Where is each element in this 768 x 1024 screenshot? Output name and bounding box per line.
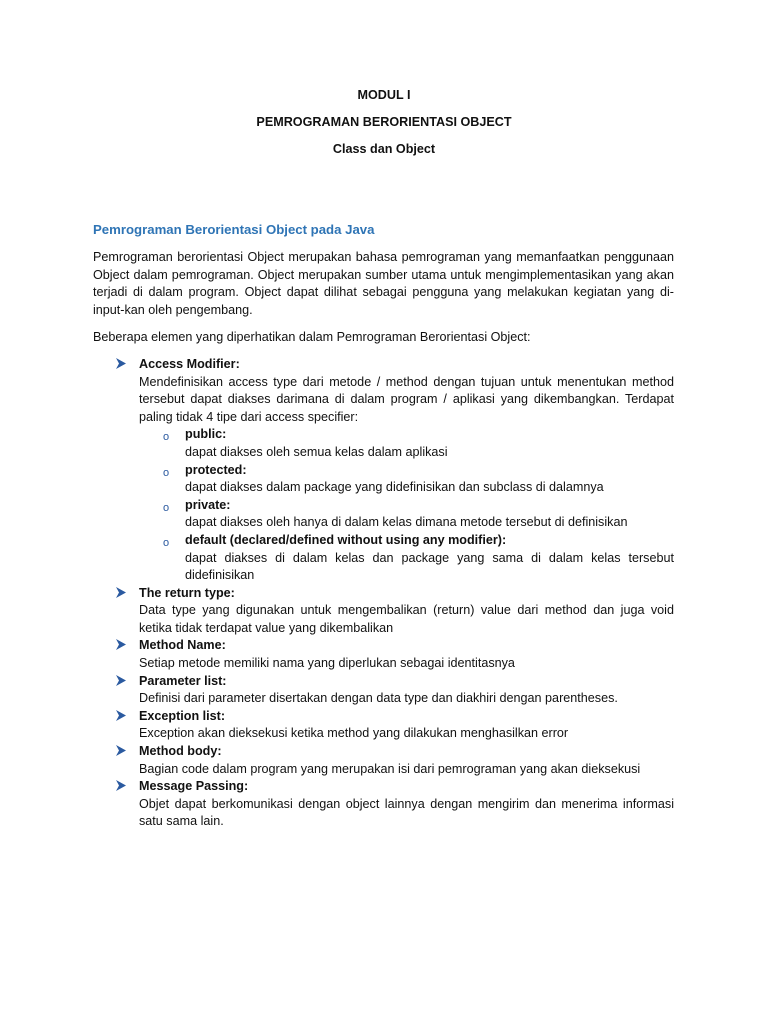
element-desc: Definisi dari parameter disertakan dengan data type dan diakhiri dengan parentheses. xyxy=(139,691,618,706)
elements-list xyxy=(93,356,674,831)
circle-bullet-icon: o xyxy=(163,536,170,549)
specifier-term: default (declared/defined without using any modifier): xyxy=(185,532,507,547)
list-item xyxy=(93,743,674,778)
list-item xyxy=(93,356,674,585)
specifier-desc: dapat diakses dalam package yang didefinisikan dan subclass di dalamnya xyxy=(185,480,604,495)
element-term: Method body: xyxy=(139,744,222,759)
module-title: MODUL I xyxy=(357,88,411,102)
element-term: Exception list: xyxy=(139,708,226,723)
element-term: Method Name: xyxy=(139,638,226,653)
arrow-bullet-icon xyxy=(115,586,127,600)
circle-bullet-icon: o xyxy=(163,431,170,444)
specifier-desc: dapat diakses oleh hanya di dalam kelas dimana metode tersebut di definisikan xyxy=(185,515,628,530)
specifier-desc: dapat diakses di dalam kelas dan package yang sama di dalam kelas tersebut didefinisikan xyxy=(185,550,674,583)
arrow-bullet-icon xyxy=(115,638,127,652)
element-term: Parameter list: xyxy=(139,673,227,688)
list-item xyxy=(93,637,674,672)
specifier-term: protected: xyxy=(185,462,247,477)
element-desc: Mendefinisikan access type dari metode / method dengan tujuan untuk menentukan method tersebut dapat diakses darimana di dalam program / aplikasi yang dikembangkan. Terdapat paling tidak 4 tipe dari access specifier: xyxy=(139,374,674,424)
circle-bullet-icon: o xyxy=(163,501,170,514)
list-item xyxy=(93,585,674,638)
list-item xyxy=(139,426,674,461)
element-desc: Exception akan dieksekusi ketika method yang dilakukan menghasilkan error xyxy=(139,726,569,741)
document-body xyxy=(93,249,674,831)
specifier-term: public: xyxy=(185,427,227,442)
element-term: Access Modifier: xyxy=(139,356,240,371)
element-desc: Setiap metode memiliki nama yang diperlukan sebagai identitasnya xyxy=(139,656,515,671)
topic-title: Class dan Object xyxy=(332,142,436,156)
specifier-desc: dapat diakses oleh semua kelas dalam aplikasi xyxy=(185,444,448,459)
element-desc: Objet dapat berkomunikasi dengan object lainnya dengan mengirim dan menerima informasi satu sama lain. xyxy=(139,796,674,829)
element-desc: Bagian code dalam program yang merupakan isi dari pemrograman yang akan dieksekusi xyxy=(139,761,641,776)
arrow-bullet-icon xyxy=(115,779,127,793)
list-item xyxy=(93,778,674,831)
list-item xyxy=(93,673,674,708)
circle-bullet-icon: o xyxy=(163,466,170,479)
element-desc: Data type yang digunakan untuk mengembalikan (return) value dari method dan juga void ketika tidak terdapat value yang dikembalikan xyxy=(139,603,674,635)
list-item xyxy=(93,708,674,743)
section-heading: Pemrograman Berorientasi Object pada Java xyxy=(93,222,375,237)
element-term: Message Passing: xyxy=(139,779,249,794)
arrow-bullet-icon xyxy=(115,709,127,723)
arrow-bullet-icon xyxy=(115,744,127,758)
list-item xyxy=(139,462,674,497)
access-specifier-list xyxy=(139,426,674,584)
elements-intro: Beberapa elemen yang diperhatikan dalam Pemrograman Berorientasi Object: xyxy=(93,330,531,345)
list-item xyxy=(139,497,674,532)
intro-paragraph: Pemrograman berorientasi Object merupakan bahasa pemrograman yang memanfaatkan penggunaan Object dalam pemrograman. Object merupakan sumber utama untuk mengimplementasikan yang akan terjadi di dalam program. Object dapat dilihat sebagai pengguna yang melakukan kegiatan yang di-input-kan oleh pengembang. xyxy=(93,250,674,317)
course-title: PEMROGRAMAN BERORIENTASI OBJECT xyxy=(256,115,512,129)
specifier-term: private: xyxy=(185,497,231,512)
arrow-bullet-icon xyxy=(115,674,127,688)
document-titles xyxy=(0,87,768,168)
element-term: The return type: xyxy=(139,585,235,600)
arrow-bullet-icon xyxy=(115,357,127,371)
list-item xyxy=(139,532,674,585)
